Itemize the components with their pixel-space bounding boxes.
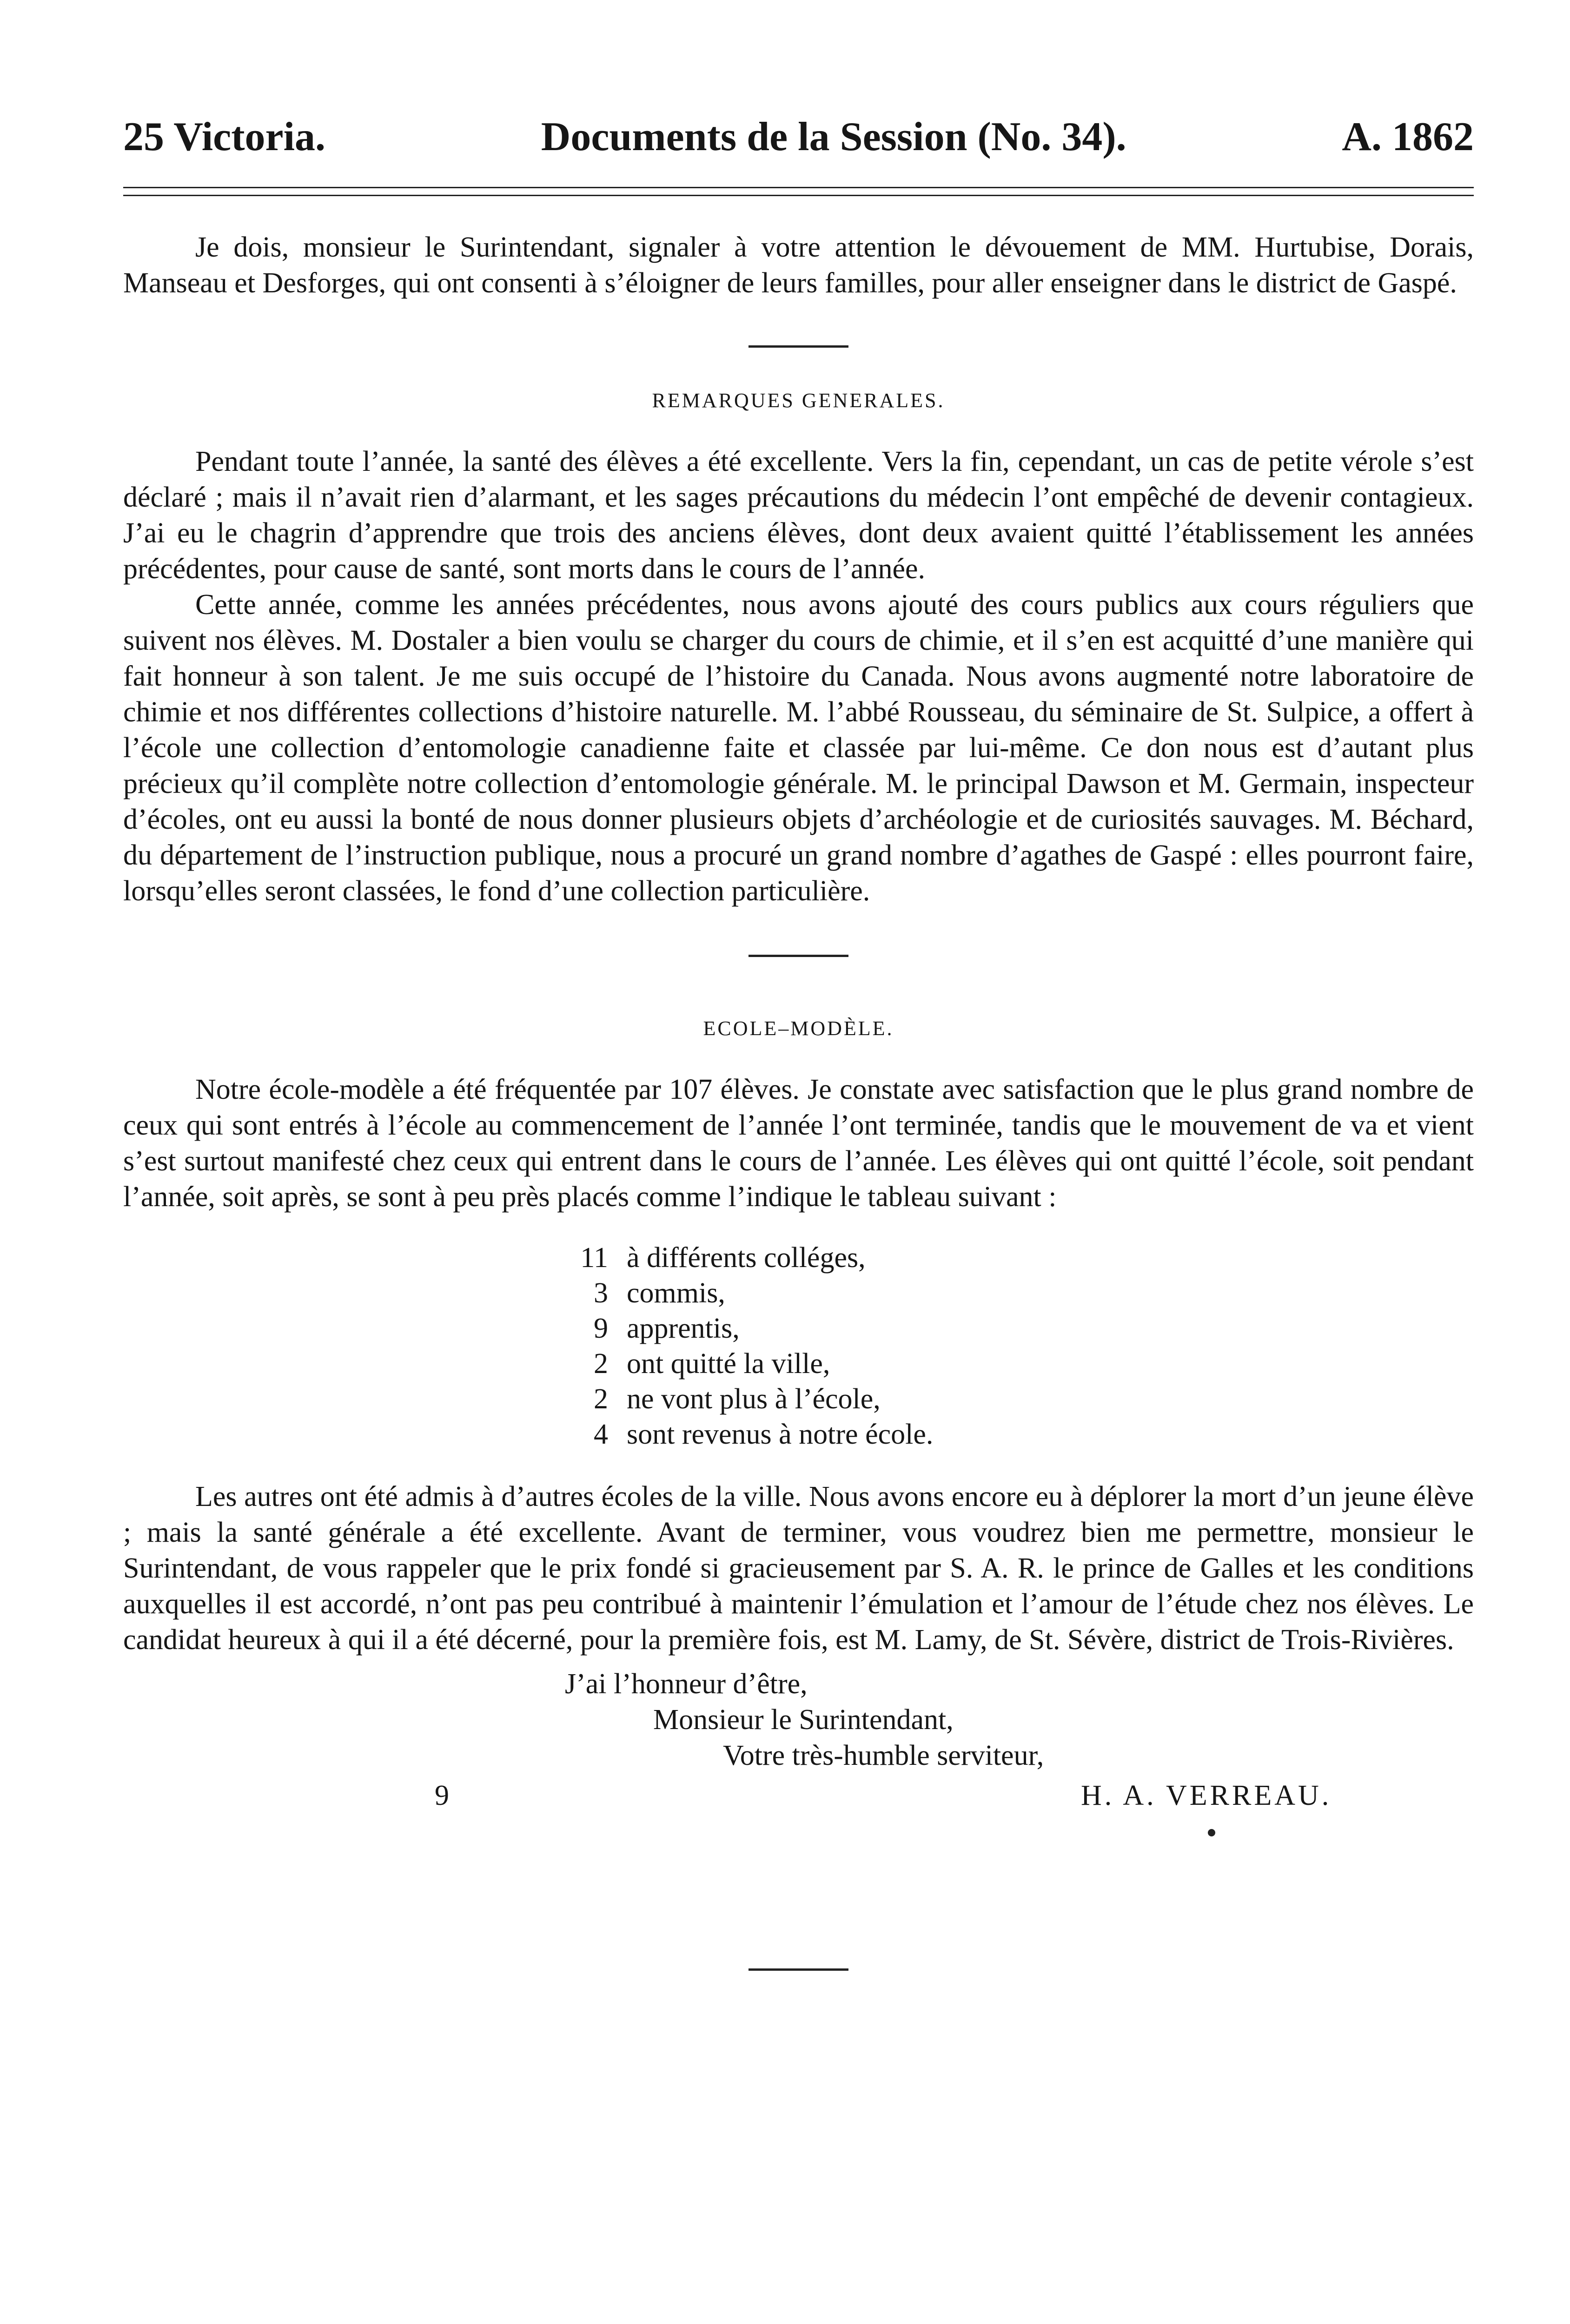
section-title-ecole-modele: ECOLE–MODÈLE. <box>703 1017 894 1040</box>
closing-paragraph: Les autres ont été admis à d’autres écoles de la ville. Nous avons encore eu à déplorer la mort d’un jeune élève ; mais la santé générale a été excellente. Avant de terminer, vous voudrez bien me permettre, monsieur le Surintendant, de vous rappeler que le prix fondé si gracieusement par S. A. R. le prince de Galles et les conditions auxquelles il est accordé, n’ont pas peu contribué à maintenir l’émulation et l’amour de l’étude chez nos élèves. Le candidat heureux à qui il a été décerné, pour la première fois, est M. Lamy, de St. Sévère, district de Trois-Rivières. <box>123 1481 1474 1656</box>
closing-line-1: J’ai l’honneur d’être, <box>565 1668 808 1700</box>
closing-line-3: Votre très-humble serviteur, <box>723 1740 1044 1771</box>
placement-count: 11 <box>580 1242 608 1274</box>
page-number: 9 <box>435 1780 449 1811</box>
document-page <box>123 112 1474 1971</box>
placement-count: 2 <box>594 1348 608 1380</box>
placement-count: 9 <box>594 1313 608 1344</box>
placement-row <box>567 1311 1474 1346</box>
placement-label: ne vont plus à l’école, <box>627 1383 881 1415</box>
remarques-paragraph-2: Cette année, comme les années précédentes, nous avons ajouté des cours publics aux cours réguliers que suivent nos élèves. M. Dostaler a bien voulu se charger du cours de chimie, et il s’en est acquitté d’une manière qui fait honneur à son talent. Je me suis occupé de l’histoire du Canada. Nous avons augmenté notre laboratoire de chimie et nos différentes collections d’histoire naturelle. M. l’abbé Rousseau, du séminaire de St. Sulpice, a offert à l’école une collection d’entomologie canadienne faite et classée par lui-même. Ce don nous est d’autant plus précieux qu’il complète notre collection d’entomologie générale. M. le principal Dawson et M. Germain, inspecteur d’écoles, ont eu aussi la bonté de nous donner plusieurs objets d’archéologie et de curiosités sauvages. M. Béchard, du département de l’instruction publique, nous a procuré un grand nombre d’agathes de Gaspé : elles pourront faire, lorsqu’elles seront classées, le fond d’une collection particulière. <box>123 589 1474 907</box>
end-divider <box>749 1968 848 1971</box>
placement-label: commis, <box>627 1277 725 1309</box>
header-year: A. 1862 <box>1342 114 1474 159</box>
placement-row <box>567 1417 1474 1452</box>
placement-count: 4 <box>594 1419 608 1450</box>
placement-row <box>567 1275 1474 1311</box>
ecole-modele-paragraph: Notre école-modèle a été fréquentée par 107 élèves. Je constate avec satisfaction que le plus grand nombre de ceux qui sont entrés à l’école au commencement de l’année l’ont terminée, tandis que le mouvement de va et vient s’est surtout manifesté chez ceux qui entrent dans le cours de l’année. Les élèves qui ont quitté l’école, soit pendant l’année, soit après, se sont à peu près placés comme l’indique le tableau suivant : <box>123 1074 1474 1213</box>
placement-row <box>567 1240 1474 1275</box>
section-divider <box>749 345 848 348</box>
header-title: Documents de la Session (No. 34). <box>541 114 1126 159</box>
remarques-paragraph-1: Pendant toute l’année, la santé des élèves a été excellente. Vers la fin, cependant, un cas de petite vérole s’est déclaré ; mais il n’avait rien d’alarmant, et les sages précautions du médecin l’ont empêché de devenir contagieux. J’ai eu le chagrin d’apprendre que trois des anciens élèves, dont deux avaient quitté l’établissement les années précédentes, pour cause de santé, sont morts dans le cours de l’année. <box>123 446 1474 585</box>
header-regnal-year: 25 Victoria. <box>123 114 326 159</box>
placements-table <box>567 1240 1474 1452</box>
running-header <box>123 112 1474 163</box>
section-divider <box>749 955 848 957</box>
placement-label: apprentis, <box>627 1313 740 1344</box>
header-rule-top <box>123 187 1474 188</box>
placement-label: à différents colléges, <box>627 1242 866 1274</box>
placement-row <box>567 1346 1474 1381</box>
ink-dot <box>1208 1829 1215 1836</box>
signature-line <box>123 1778 1474 1820</box>
header-rule-bottom <box>123 195 1474 196</box>
intro-paragraph: Je dois, monsieur le Surintendant, signaler à votre attention le dévouement de MM. Hurtubise, Dorais, Manseau et Desforges, qui ont consenti à s’éloigner de leurs familles, pour aller enseigner dans le district de Gaspé. <box>123 231 1474 299</box>
placement-count: 2 <box>594 1383 608 1415</box>
placement-label: sont revenus à notre école. <box>627 1419 934 1450</box>
placement-count: 3 <box>594 1277 608 1309</box>
placement-label: ont quitté la ville, <box>627 1348 830 1380</box>
section-title-remarques: REMARQUES GENERALES. <box>652 389 945 412</box>
author-signature: H. A. VERREAU. <box>1081 1780 1332 1811</box>
placement-row <box>567 1381 1474 1417</box>
closing-line-2: Monsieur le Surintendant, <box>653 1704 954 1736</box>
letter-closing <box>123 1666 1474 1778</box>
